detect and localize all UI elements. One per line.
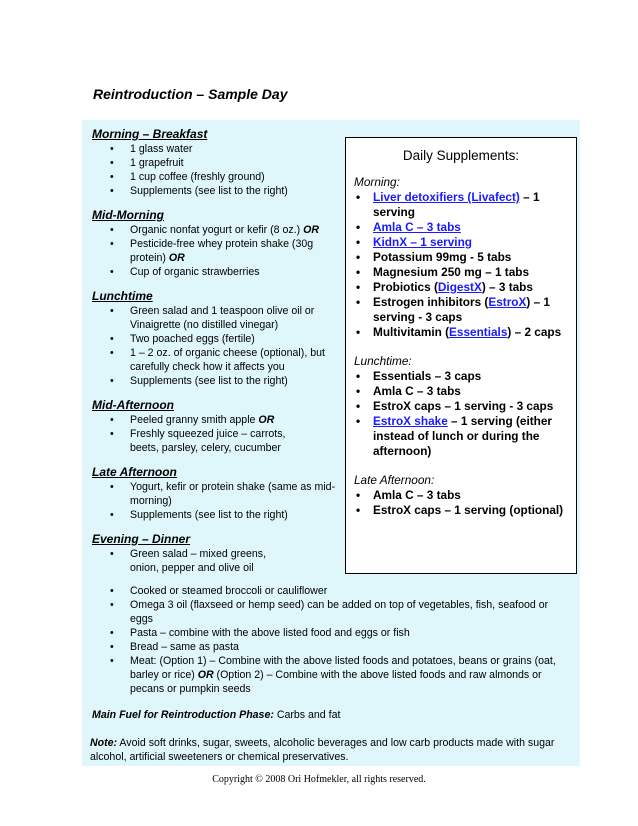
section-evening <box>92 532 357 575</box>
section-mid-morning <box>92 208 357 279</box>
list-item: • Pesticide-free whey protein shake (30g protein) OR <box>130 237 357 265</box>
supplements-lunchtime-label: Lunchtime: <box>354 354 412 368</box>
list-item: • 1 glass water <box>130 142 357 156</box>
list-item: • Yogurt, kefir or protein shake (same as mid-morning) <box>130 480 337 508</box>
section-heading: Late Afternoon <box>92 465 177 479</box>
list-item: • Supplements (see list to the right) <box>130 508 337 522</box>
note: Note: Avoid soft drinks, sugar, sweets, alcoholic beverages and low carb products made with sugar alcohol, artificial sweeteners or chemical preservatives. <box>90 737 555 763</box>
supplements-late-afternoon-label: Late Afternoon: <box>354 473 435 487</box>
list-item: • Peeled granny smith apple OR <box>130 413 317 427</box>
list-item: • EstroX caps – 1 serving - 3 caps <box>373 399 568 414</box>
supplements-morning-label: Morning: <box>354 175 400 189</box>
list-item: • Green salad and 1 teaspoon olive oil or Vinaigrette (no distilled vinegar) <box>130 304 337 332</box>
list-item: • Green salad – mixed greens, onion, pepper and olive oil <box>130 547 297 575</box>
list-item: • Omega 3 oil (flaxseed or hemp seed) can be added on top of vegetables, fish, seafood or eggs <box>130 598 574 626</box>
list-item: • Organic nonfat yogurt or kefir (8 oz.) OR <box>130 223 357 237</box>
section-late-afternoon <box>92 465 357 522</box>
list-item: • Freshly squeezed juice – carrots, beets, parsley, celery, cucumber <box>130 427 317 455</box>
meal-plan-column <box>92 127 357 575</box>
late-afternoon-list <box>92 480 357 522</box>
section-heading: Mid-Morning <box>92 208 164 222</box>
list-item: • Pasta – combine with the above listed food and eggs or fish <box>130 626 574 640</box>
evening-list <box>92 584 574 696</box>
supplements-late-list <box>354 488 568 518</box>
list-item <box>373 220 568 235</box>
list-item: • Liver detoxifiers (Livafect) – 1 serving <box>373 190 568 220</box>
list-item: • Cooked or steamed broccoli or cauliflower <box>130 584 574 598</box>
section-heading: Evening – Dinner <box>92 532 191 546</box>
digestx-link[interactable]: DigestX <box>437 280 482 294</box>
list-item: • EstroX caps – 1 serving (optional) <box>373 503 568 518</box>
list-item: • Multivitamin (Essentials) – 2 caps <box>373 325 568 340</box>
section-heading: Mid-Afternoon <box>92 398 174 412</box>
section-lunchtime <box>92 289 357 388</box>
copyright: Copyright © 2008 Ori Hofmekler, all rights reserved. <box>212 774 426 785</box>
list-item: • EstroX shake – 1 serving (either instead of lunch or during the afternoon) <box>373 414 568 459</box>
estrox-shake-link[interactable]: EstroX shake <box>373 414 448 428</box>
list-item: • Amla C – 3 tabs <box>373 384 568 399</box>
supplements-lunchtime-list <box>354 369 568 459</box>
section-heading: Lunchtime <box>92 289 153 303</box>
list-item: • Amla C – 3 tabs <box>373 488 568 503</box>
section-heading: Morning – Breakfast <box>92 127 208 141</box>
essentials-link[interactable]: Essentials <box>449 325 508 339</box>
morning-list <box>92 142 357 198</box>
list-item: • Magnesium 250 mg – 1 tabs <box>373 265 568 280</box>
list-item <box>373 235 568 250</box>
lunchtime-list <box>92 304 357 388</box>
list-item: • Essentials – 3 caps <box>373 369 568 384</box>
evening-continued <box>92 584 574 764</box>
livafect-link[interactable]: Liver detoxifiers (Livafect) <box>373 190 520 204</box>
amla-c-link[interactable]: Amla C – 3 tabs <box>373 220 461 234</box>
list-item: • Bread – same as pasta <box>130 640 574 654</box>
daily-supplements-box <box>345 137 577 574</box>
list-item: • Potassium 99mg - 5 tabs <box>373 250 568 265</box>
supplements-title: Daily Supplements: <box>402 148 520 163</box>
list-item: • Meat: (Option 1) – Combine with the above listed foods and potatoes, beans or grains (oat, barley or rice) OR (Option 2) – Combine with the above listed foods and raw almonds or pecans or pumpkin seeds <box>130 654 574 696</box>
list-item: • Supplements (see list to the right) <box>130 184 357 198</box>
estrox-link[interactable]: EstroX <box>488 295 527 309</box>
supplements-morning-list <box>354 190 568 340</box>
list-item: • Probiotics (DigestX) – 3 tabs <box>373 280 568 295</box>
evening-list-top <box>92 547 357 575</box>
list-item: • Supplements (see list to the right) <box>130 374 337 388</box>
kidnx-link[interactable]: KidnX – 1 serving <box>373 235 472 249</box>
list-item: • Cup of organic strawberries <box>130 265 357 279</box>
list-item: • 1 cup coffee (freshly ground) <box>130 170 357 184</box>
list-item: • 1 grapefruit <box>130 156 357 170</box>
main-fuel: Main Fuel for Reintroduction Phase: Carbs and fat <box>92 709 341 721</box>
section-mid-afternoon <box>92 398 357 455</box>
list-item: • 1 – 2 oz. of organic cheese (optional), but carefully check how it affects you <box>130 346 337 374</box>
page-title: Reintroduction – Sample Day <box>93 86 288 102</box>
list-item: • Two poached eggs (fertile) <box>130 332 337 346</box>
mid-morning-list <box>92 223 357 279</box>
list-item: • Estrogen inhibitors (EstroX) – 1 serving - 3 caps <box>373 295 568 325</box>
mid-afternoon-list <box>92 413 357 455</box>
section-morning <box>92 127 357 198</box>
